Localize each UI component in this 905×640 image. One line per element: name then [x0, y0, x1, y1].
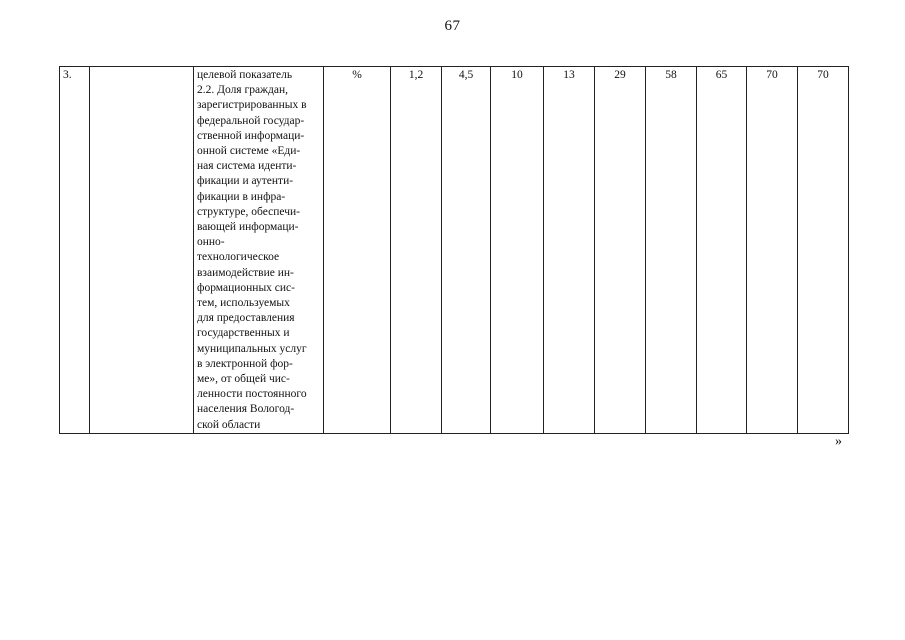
value-cell: 58	[646, 67, 697, 434]
table-row	[60, 67, 849, 434]
value-cell: 70	[747, 67, 798, 434]
empty-cell	[90, 67, 194, 434]
page-number: 67	[444, 18, 461, 34]
value-cell: 29	[595, 67, 646, 434]
indicator-table	[59, 66, 849, 434]
value-cell: 1,2	[391, 67, 442, 434]
value-cell: 4,5	[442, 67, 491, 434]
value-cell: 13	[544, 67, 595, 434]
unit-cell: %	[324, 67, 391, 434]
value-cell: 10	[491, 67, 544, 434]
closing-quote: »	[835, 434, 842, 449]
value-cell: 70	[798, 67, 849, 434]
value-cell: 65	[697, 67, 747, 434]
indicator-description-cell: целевой показатель 2.2. Доля граждан, зарегистрированных в федеральной государ- ственной информаци- онной системе «Еди- ная система иденти- фикации и аутенти- фикации в инфра- структуре, обеспечи- вающей информаци- онно- технологическое взаимодействие ин- формационных сис- тем, используемых для предоставления государственных и муниципальных услуг в электронной фор- ме», от общей чис- ленности постоянного населения Вологод- ской области	[194, 67, 324, 434]
row-number-cell: 3.	[60, 67, 90, 434]
